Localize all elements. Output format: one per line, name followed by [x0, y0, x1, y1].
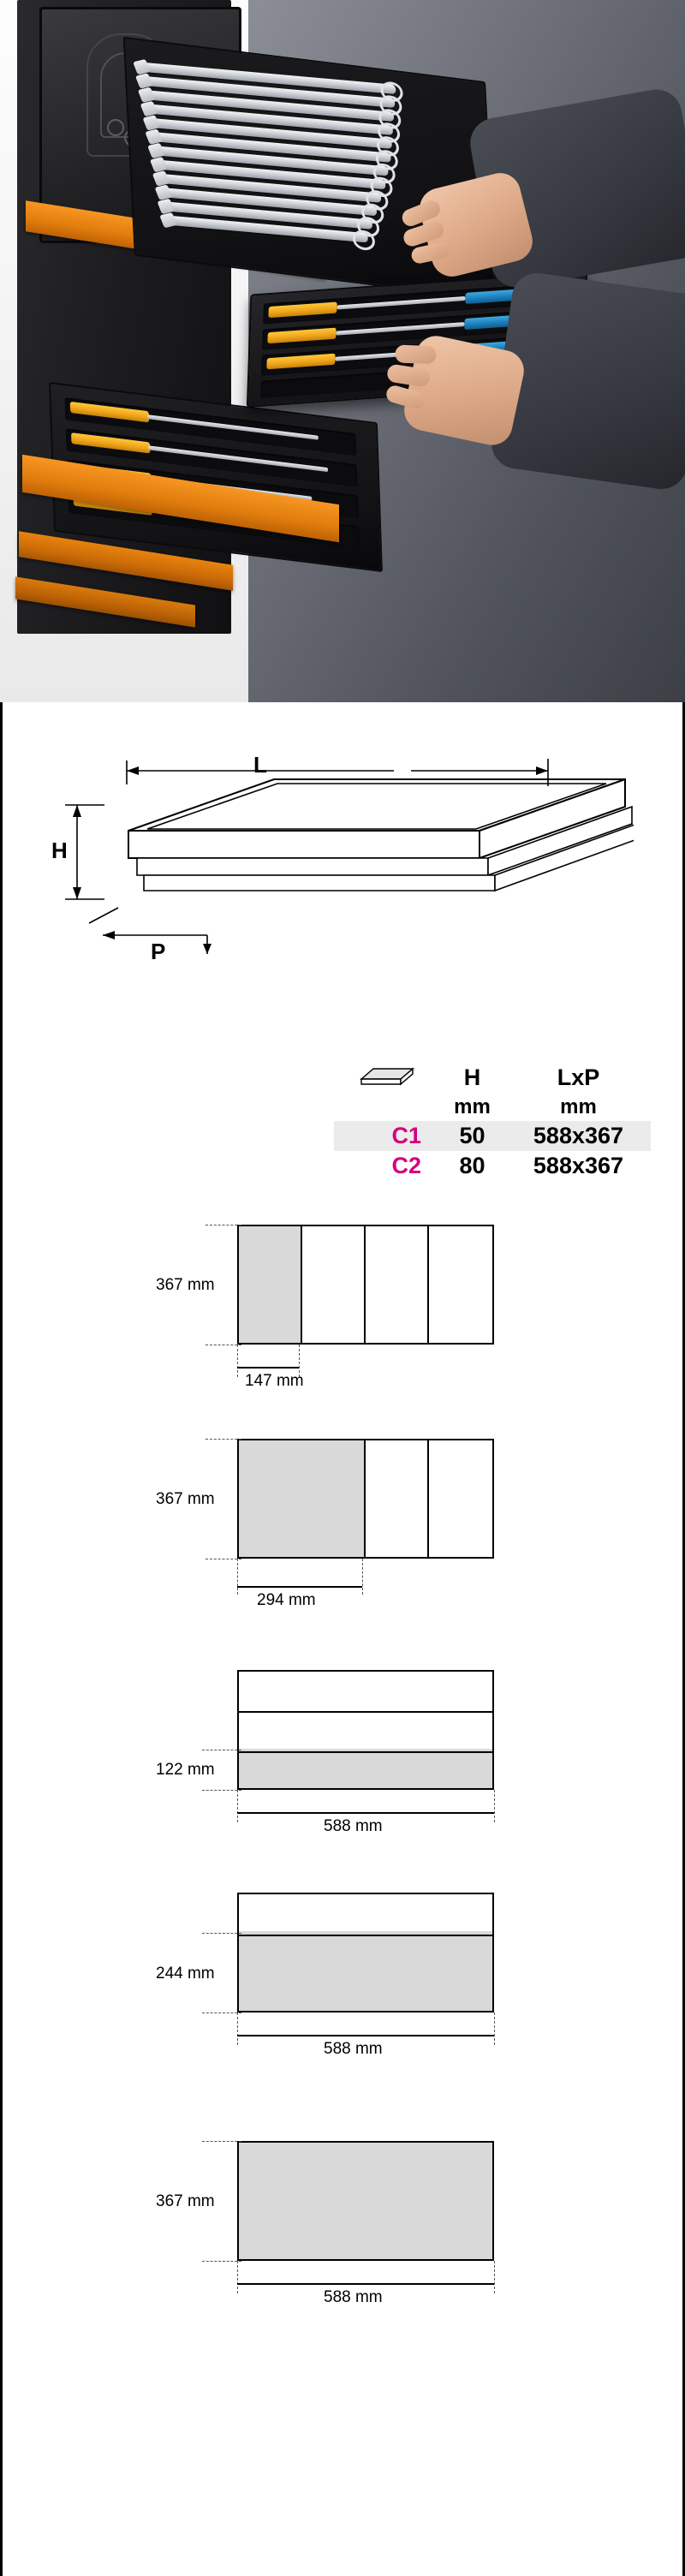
compartment-divider [301, 1226, 302, 1343]
layout-outline [237, 1893, 494, 2012]
dimension-arrow [237, 1812, 494, 1814]
layout-diagram-5 [0, 2141, 685, 2321]
dimension-guide [202, 1933, 241, 1934]
highlighted-compartment [239, 1226, 301, 1343]
table-row [334, 1121, 651, 1151]
tray-perspective-drawing [51, 745, 634, 1036]
row-code-c1: C1 [334, 1121, 438, 1151]
table-units-row [334, 1094, 651, 1121]
dimension-guide [494, 1790, 495, 1822]
dimension-guide [202, 1790, 241, 1791]
table-header-row [334, 1062, 651, 1094]
highlighted-compartment [239, 1931, 492, 2011]
height-measure-label: 244 mm [156, 1965, 215, 1983]
dimension-label-depth: P [151, 939, 166, 964]
header-lxp: LxP [557, 1064, 600, 1090]
size-table [334, 1062, 651, 1181]
height-measure-label: 367 mm [156, 1276, 215, 1294]
highlighted-compartment [239, 1440, 364, 1557]
dimension-guide [362, 1559, 363, 1595]
layout-outline [237, 1439, 494, 1559]
finger [395, 345, 437, 365]
row-code-c2: C2 [391, 1153, 421, 1178]
layout-outline [237, 1670, 494, 1790]
compartment-divider [364, 1226, 366, 1343]
highlighted-compartment [237, 2141, 494, 2261]
dimension-arrow [237, 1367, 299, 1368]
width-measure-label: 147 mm [245, 1372, 304, 1390]
dimension-guide [206, 1439, 241, 1440]
row-divider [239, 1711, 492, 1713]
height-measure-label: 367 mm [156, 1490, 215, 1508]
layout-diagram-1 [0, 1225, 685, 1390]
highlighted-compartment [239, 1749, 492, 1788]
height-measure-label: 122 mm [156, 1761, 215, 1779]
row-lxp-c2: 588x367 [533, 1153, 624, 1178]
dimension-guide [237, 2261, 238, 2293]
compartment-divider [427, 1440, 429, 1557]
width-measure-label: 294 mm [257, 1591, 316, 1609]
dimension-arrow [237, 2035, 494, 2036]
emboss-dot-icon [107, 119, 124, 136]
layout-outline [237, 1225, 494, 1345]
row-divider [239, 1935, 492, 1936]
height-measure-label: 367 mm [156, 2192, 215, 2210]
compartment-divider [427, 1226, 429, 1343]
dimension-label-length: L [253, 752, 267, 778]
row-height-c1: 50 [438, 1121, 506, 1151]
dimension-guide [494, 2261, 495, 2293]
dimension-guide [202, 2141, 241, 2142]
tray-svg [51, 745, 634, 1036]
row-lxp-c1: 588x367 [506, 1121, 651, 1151]
layout-diagram-4 [0, 1893, 685, 2072]
layout-diagram-3 [0, 1670, 685, 1841]
dimension-guide [237, 2012, 238, 2045]
compartment-divider [364, 1440, 366, 1557]
header-height: H [463, 1064, 481, 1090]
tray-icon [354, 1064, 418, 1086]
units-blank-cell [334, 1094, 438, 1121]
row-divider [239, 1751, 492, 1753]
size-table-grid [334, 1062, 651, 1181]
dimension-guide [202, 2261, 241, 2262]
table-row [334, 1151, 651, 1181]
product-photo [0, 0, 685, 702]
tray-thumbnail-cell [334, 1062, 438, 1094]
dimension-label-height: H [51, 838, 68, 863]
dimension-guide [202, 2012, 241, 2013]
width-measure-label: 588 mm [324, 1817, 383, 1835]
unit-height: mm [454, 1095, 491, 1118]
technical-diagram-section [0, 702, 685, 2576]
dimension-guide [237, 1790, 238, 1822]
row-height-c2: 80 [459, 1153, 485, 1178]
width-measure-label: 588 mm [324, 2288, 383, 2306]
unit-lxp: mm [560, 1095, 597, 1118]
width-measure-label: 588 mm [324, 2040, 383, 2058]
dimension-guide [237, 1559, 238, 1595]
dimension-arrow [237, 2283, 494, 2285]
dimension-arrow [237, 1586, 362, 1588]
layout-diagram-2 [0, 1439, 685, 1610]
dimension-guide [237, 1345, 238, 1377]
dimension-guide [494, 2012, 495, 2045]
